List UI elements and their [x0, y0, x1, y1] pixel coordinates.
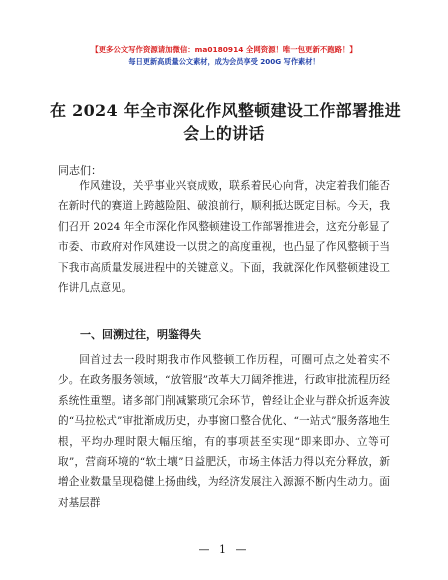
document-title-line2: 会上的讲话 — [183, 124, 265, 143]
page-number: — 1 — — [198, 543, 250, 556]
greeting: 同志们： — [58, 164, 102, 177]
paragraph-review: 回首过去一段时期我市作风整顿工作历程，可圈可点之处着实不少。在政务服务领域，“放管服”改革大刀阔斧推进，行政审批流程历经系统性重塑。诸多部门削减繁琐冗余环节，曾经让企业与群众折返奔波的“马拉松式”审批渐成历史，办事窗口整合优化、“一站式”服务落地生根，平均办理时限大幅压缩，有的事项甚至实现“即来即办、立等可取”，营商环境的“软土壤”日益肥沃，市场主体活力得以充分释放，新增企业数量呈现稳健上扬曲线，为经济发展注入源源不断内生动力。面对基层群 — [58, 354, 390, 509]
promo-line-blue: 每日更新高质量公文素材，成为会员享受 200G 写作素材！ — [128, 57, 320, 66]
paragraph-intro: 作风建设，关乎事业兴衰成败，联系着民心向背，决定着我们能否在新时代的赛道上跨越险阻、破浪前行，顺利抵达既定目标。今天，我们召开 2024 年全市深化作风整顿建设工作部署推进会，这充分彰显了市委、市政府对作风建设一以贯之的高度重视，也凸显了作风整顿于当下我市高质量发展进程中的关键意义。下面，我就深化作风整顿建设工作讲几点意见。 — [58, 180, 390, 295]
section-heading-1: 一、回溯过往，明鉴得失 — [80, 328, 201, 341]
document-title-line1: 在 2024 年全市深化作风整顿建设工作部署推进 — [50, 101, 401, 120]
promo-line-red: 【更多公文写作资源请加微信：ma0180914 全网资源！唯一包更新不跑路！】 — [91, 45, 357, 54]
